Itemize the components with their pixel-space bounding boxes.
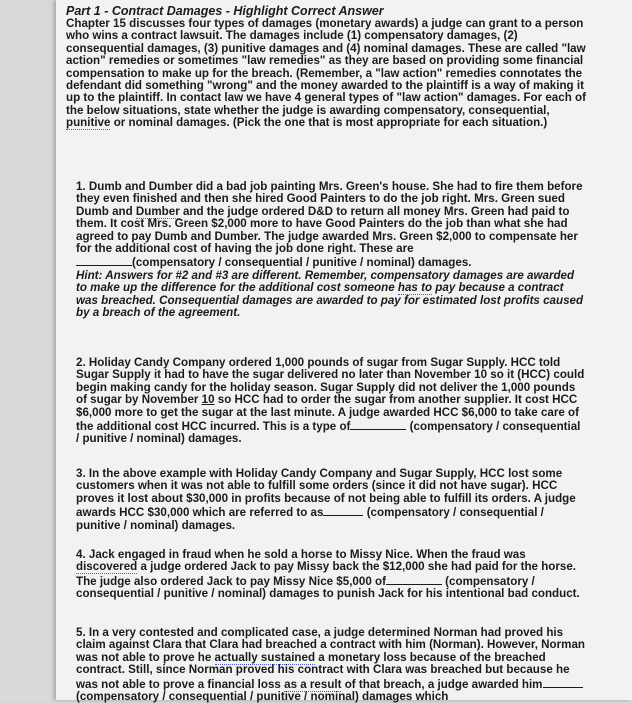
question-5-choices: (compensatory / consequential / punitive / nominal) damages which: [76, 690, 449, 703]
document-content: [66, 4, 586, 703]
question-1-text-a: Dumb and Dumber did a bad job painting Mrs. Green's house. She had to fire them before they even finished and then she hired Good Painters to do the job right. Mrs. Green sued Dumb and: [76, 180, 583, 218]
question-2-text-a: Holiday Candy Company ordered 1,000 pounds of sugar from Sugar Supply. HCC told Sugar Supply it had to have the sugar delivered no later than November 10 so it (HCC) could begin making candy for the holiday season. Sugar Supply did not deliver the 1,000 pounds of sugar by November: [76, 356, 585, 407]
hint-paragraph: [76, 270, 586, 320]
question-2-number: 2.: [76, 356, 86, 369]
question-2-choices: (compensatory / consequential / punitive / nominal) damages.: [76, 420, 581, 446]
question-5-actually-sustained: actually sustained: [214, 650, 316, 664]
hint-text-b: pay because a contract was breached. Consequential damages are awarded to pay for estimated lost profits caused by a breach of the agreement.: [76, 281, 584, 320]
answer-blank-3[interactable]: [323, 505, 363, 516]
intro-paragraph: [66, 18, 586, 130]
question-3-text-a: In the above example with Holiday Candy Company and Sugar Supply, HCC lost some customers when it was not able to fulfill some orders (since it did not have sugar). HCC proves it lost about $30,000 in profits because of not being able to fulfill its orders. A judge awards HCC $30,000 which are referred to as: [76, 467, 576, 520]
hint-text-a: Answers for #2 and #3 are different. Remember, compensatory damages are awarded to make up the difference for the additional cost someone: [76, 268, 575, 295]
question-4-text-a: Jack engaged in fraud when he sold a horse to Missy Nice. When the fraud was: [88, 548, 526, 561]
question-4-number: 4.: [76, 548, 86, 561]
hint-label: Hint:: [76, 268, 103, 282]
question-5-text-b: a monetary loss because of the breached contract. Still, since Norman proved his contract with Clara was breached but because he was not able to prove a financial loss: [76, 650, 570, 691]
question-5-text-c: of that breach, a judge awarded him: [344, 677, 543, 691]
question-3-number: 3.: [76, 467, 86, 480]
answer-blank-4[interactable]: [386, 574, 442, 585]
intro-punitive-word: punitive: [66, 116, 111, 130]
question-4-text-b: a judge ordered Jack to pay Missy back the $12,000 she had paid for the horse. The judge also ordered Jack to pay Missy Nice $5,000 of: [76, 560, 577, 588]
document-page: [56, 0, 632, 703]
question-1-choices: (compensatory / consequential / punitive / nominal) damages.: [132, 256, 472, 270]
question-4-choices: (compensatory / consequential / punitive / nominal) damages to punish Jack for his intentional bad conduct.: [76, 574, 580, 601]
question-3: [66, 468, 586, 532]
question-2-text-b: so HCC had to order the sugar from another supplier. It cost HCC $6,000 more to get the sugar at the last minute. A judge awarded HCC $6,000 to take care of the additional cost HCC incurred. This is a type of: [76, 393, 579, 434]
answer-blank-1[interactable]: [76, 255, 132, 266]
question-5-as-a-result: as a result: [284, 677, 342, 691]
intro-text-a: Chapter 15 discusses four types of damages (monetary awards) a judge can grant to a person who wins a contract lawsuit. The damages include (1) compensatory damages, (2) consequential damages, (3) punitive damages and (4) nominal damages. These are called "law action" remedies or sometimes "law remedies" as they are based on providing some financial compensation to make up for the breach. (Remember, a "law action" remedies connotates the: [66, 17, 586, 80]
question-5: [66, 627, 586, 703]
intro-text-b: defendant did something "wrong" and the money awarded to the plaintiff is a way of making it up to the plaintiff. In contact law we have 4 general types of "law action" damages. For each of the below situations, state whether the judge is awarding compensatory, consequential,: [66, 79, 586, 117]
page-title: Part 1 - Contract Damages - Highlight Correct Answer: [66, 4, 384, 18]
question-4: [66, 549, 586, 601]
question-1-number: 1.: [76, 180, 86, 193]
question-2: [66, 357, 586, 446]
question-1-dumber: Dumber: [135, 204, 180, 218]
question-1: [66, 181, 586, 319]
answer-blank-5[interactable]: [543, 677, 583, 688]
intro-text-c: or nominal damages. (Pick the one that is most appropriate for each situation.): [113, 116, 548, 130]
question-5-number: 5.: [76, 626, 86, 639]
answer-blank-2[interactable]: [350, 419, 406, 430]
question-4-discovered: discovered: [76, 560, 138, 574]
question-5-text-a: In a very contested and complicated case, a judge determined Norman had proved his claim against Clara that Clara had breached a contract with him (Norman). However, Norman was not able to prove he: [76, 626, 585, 664]
question-2-ten: 10: [201, 393, 215, 407]
hint-has-to: has to: [397, 281, 433, 295]
question-1-text-b: and the judge ordered D&D to return all money Mrs. Green had paid to them. It cost Mrs. Green $2,000 more to have Good Painters do the job than what she had agreed to pay Dumb and Dumber. The judge awarded Mrs. Green $2,000 to compensate her for the additional cost of having the job done right. These are: [76, 204, 578, 256]
question-3-choices: (compensatory / consequential / punitive / nominal) damages.: [76, 506, 544, 532]
